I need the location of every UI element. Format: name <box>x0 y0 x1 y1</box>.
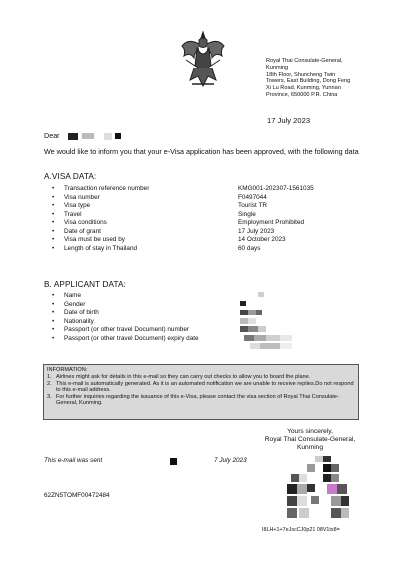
intro-paragraph: We would like to inform you that your e-Visa application has been approved, with the following data <box>44 147 359 156</box>
redacted-sent-time <box>170 458 177 465</box>
signature-block <box>255 428 365 451</box>
redacted-name <box>104 133 112 140</box>
item-number: 1. <box>47 374 52 380</box>
row-value: 17 July 2023 <box>238 227 275 235</box>
signature-line: Yours sincerely, <box>287 428 333 435</box>
row-label: Passport (or other travel Document) expiry date <box>64 334 199 342</box>
information-item <box>47 394 355 407</box>
bullet-icon: • <box>52 326 55 333</box>
item-number: 3. <box>47 393 52 400</box>
row-value: Tourist TR <box>238 202 268 209</box>
sent-date: 7 July 2023 <box>214 457 247 464</box>
row-value: 14 October 2023 <box>238 236 286 243</box>
redacted-name <box>115 133 121 139</box>
applicant-data-row <box>52 318 372 327</box>
visa-data-row <box>52 219 372 228</box>
bullet-icon: • <box>52 210 55 218</box>
signature-line: Royal Thai Consulate-General, <box>264 435 356 443</box>
bullet-icon: • <box>52 292 55 299</box>
item-text: This e-mail is automatically generated. As it is an automated notification we are unable to receive replies.Do not respond to this e-mail address. <box>56 380 354 393</box>
bullet-icon: • <box>52 193 55 201</box>
address-line: Royal Thai Consulate-General, <box>266 58 343 64</box>
bullet-icon: • <box>52 227 55 235</box>
item-text: For further inquiries regarding the issuance of this e-Visa, please contact the visa section of Royal Thai Consulate-General, Kunming. <box>56 393 339 406</box>
row-label: Visa number <box>64 193 100 201</box>
verification-hash: I8LH+1+7eJscCJ0p21 08V1tx8= <box>262 527 340 533</box>
redacted-name <box>82 133 94 139</box>
row-label: Nationality <box>64 317 94 325</box>
bullet-icon: • <box>52 236 55 243</box>
bullet-icon: • <box>52 202 55 209</box>
visa-data-heading: A.VISA DATA: <box>44 172 97 181</box>
visa-data-row <box>52 194 372 203</box>
row-label: Travel <box>64 210 82 218</box>
address-line: Province, 650000 P.R. China <box>266 91 338 98</box>
bullet-icon: • <box>52 244 55 252</box>
applicant-data-row <box>52 335 372 344</box>
row-value: KMG001-202307-1561035 <box>238 185 314 192</box>
bullet-icon: • <box>52 185 55 192</box>
sent-label: This e-mail was sent <box>44 457 103 464</box>
applicant-data-row <box>52 309 372 318</box>
row-label: Date of birth <box>64 309 99 316</box>
row-value: Employment Prohibited <box>238 219 305 226</box>
qr-code-icon <box>287 456 351 522</box>
bullet-icon: • <box>52 309 55 316</box>
applicant-data-row <box>52 292 372 301</box>
applicant-data-row <box>52 326 372 335</box>
address-line: 18th Floor, Shuncheng Twin <box>266 71 336 78</box>
item-number: 2. <box>47 380 52 387</box>
row-label: Visa type <box>64 202 91 209</box>
applicant-data-row <box>52 301 372 310</box>
salutation <box>44 131 121 140</box>
reference-code: 62ZN5TOMF00472484 <box>44 492 110 499</box>
signature-line: Kunming <box>296 443 324 451</box>
bullet-icon: • <box>52 334 55 342</box>
address-line: Kunming <box>266 64 289 71</box>
consulate-address <box>266 58 391 99</box>
row-label: Passport (or other travel Document) number <box>64 326 190 333</box>
row-value: Single <box>238 210 256 218</box>
salutation-label: Dear <box>44 131 60 140</box>
row-label: Name <box>64 292 82 299</box>
visa-data-row <box>52 202 372 211</box>
item-text: Airlines might ask for details in this e-mail so they can carry out checks to allow you to board the plane. <box>56 374 311 380</box>
redacted-name <box>68 133 78 140</box>
row-label: Date of grant <box>64 227 101 235</box>
row-label: Visa must be used by <box>64 236 125 243</box>
row-value: F0497044 <box>238 193 267 201</box>
letter-date: 17 July 2023 <box>267 116 311 125</box>
bullet-icon: • <box>52 300 55 308</box>
row-label: Transaction reference number <box>64 185 150 192</box>
address-line: Towers, East Building, Dong Feng <box>266 78 351 85</box>
information-item <box>47 381 355 394</box>
row-value: 60 days <box>238 244 261 252</box>
sent-note <box>44 457 102 464</box>
applicant-data-list <box>52 292 372 343</box>
visa-data-row <box>52 228 372 237</box>
bullet-icon: • <box>52 219 55 226</box>
bullet-icon: • <box>52 317 55 325</box>
visa-data-row <box>52 245 372 254</box>
row-label: Length of stay in Thailand <box>64 244 138 252</box>
visa-data-row <box>52 236 372 245</box>
visa-data-row <box>52 185 372 194</box>
information-box <box>43 364 359 420</box>
row-label: Visa conditions <box>64 219 107 226</box>
redacted-applicant-values <box>236 290 298 352</box>
applicant-data-heading: B. APPLICANT DATA: <box>44 280 126 289</box>
garuda-emblem-icon <box>180 30 226 90</box>
visa-data-row <box>52 211 372 220</box>
information-title: INFORMATION: <box>47 367 88 373</box>
row-label: Gender <box>64 300 86 308</box>
address-line: Xi Lu Road, Kunming, Yunnan <box>266 85 341 92</box>
visa-data-list <box>52 185 372 253</box>
